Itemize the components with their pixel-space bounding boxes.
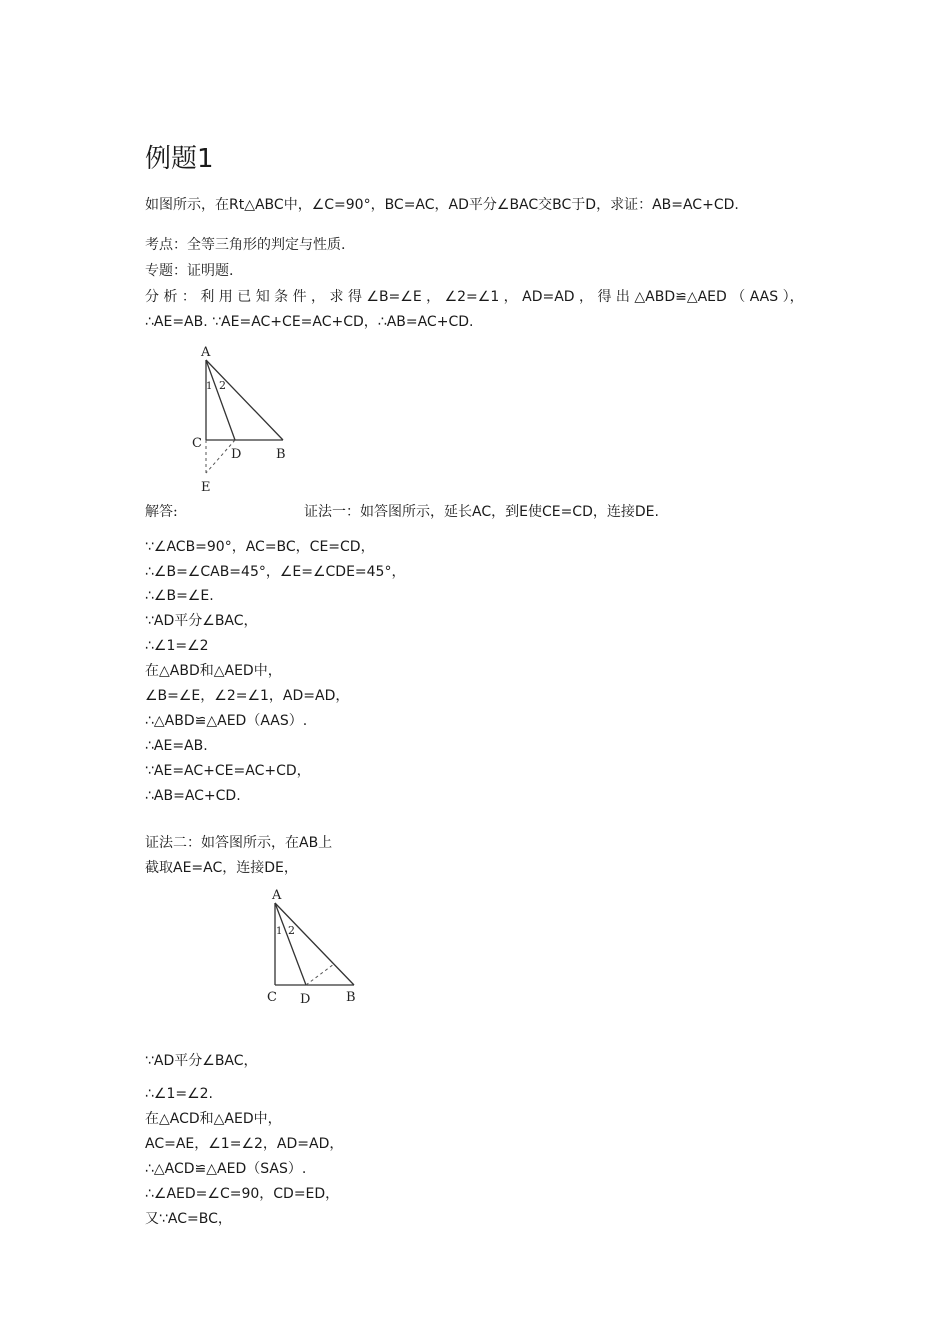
analysis-line-1: 分 析 ： 利 用 已 知 条 件 ， 求 得 ∠B=∠E ， ∠2=∠1 ， AD=AD ， 得 出 △ABD≌△AED （ AAS ）， [145,289,804,305]
method-1-line: 在△ABD和△AED中， [145,663,282,679]
method-1-line: ∴∠B=∠E. [145,588,214,604]
method-1-line: ∵AE=AC+CE=AC+CD， [145,763,311,779]
fig2-label-c: C [267,990,277,1005]
topic: 专题：证明题. [145,263,234,279]
fig1-label-d: D [231,447,242,462]
method-1-line: ∴△ABD≌△AED（AAS）. [145,713,308,729]
fig2-label-d: D [300,992,311,1007]
method-2-line: 在△ACD和△AED中， [145,1111,282,1127]
method-2-line: ∴∠1=∠2. [145,1086,214,1102]
answer-label: 解答: [145,504,178,520]
method-2-line: ∴△ACD≌△AED（SAS）. [145,1161,307,1177]
fig1-angle-1: 1 [206,381,213,392]
fig2-angle-2: 2 [288,924,295,937]
method-2-intro-1: 证法二：如答图所示，在AB上 [145,835,333,851]
method-2-intro-2: 截取AE=AC，连接DE， [145,860,298,876]
method-2-line: ∴∠AED=∠C=90，CD=ED， [145,1186,340,1202]
problem-statement: 如图所示，在Rt△ABC中，∠C=90°，BC=AC，AD平分∠BAC交BC于D，求证：AB=AC+CD. [145,197,739,213]
fig1-label-e: E [201,480,211,495]
fig1-label-c: C [192,436,202,451]
method-1-line: ∵∠ACB=90°，AC=BC，CE=CD， [145,539,375,555]
fig2-angle-1: 1 [276,926,283,937]
fig2-label-a: A [272,888,282,903]
method-1-line: ∵AD平分∠BAC， [145,613,258,629]
method-1-line: ∴∠1=∠2 [145,638,209,654]
test-point: 考点：全等三角形的判定与性质. [145,237,346,253]
method-2-line: 又∵AC=BC， [145,1211,232,1227]
fig1-label-b: B [276,447,286,462]
method-1-line: ∴AE=AB. [145,738,208,754]
fig2-label-b: B [346,990,356,1005]
fig1-label-a: A [201,345,211,360]
figure-2-triangle [255,883,375,1013]
fig1-angle-2: 2 [219,379,226,392]
method-2-line: ∵AD平分∠BAC， [145,1053,258,1069]
method-1-intro: 证法一：如答图所示，延长AC，到E使CE=CD，连接DE. [304,504,659,520]
example-title: 例题1 [145,144,214,174]
analysis-line-2: ∴AE=AB. ∵AE=AC+CE=AC+CD，∴AB=AC+CD. [145,314,474,330]
method-1-line: ∴∠B=∠CAB=45°，∠E=∠CDE=45°， [145,564,406,580]
method-2-line: AC=AE，∠1=∠2，AD=AD， [145,1136,344,1152]
method-1-line: ∠B=∠E，∠2=∠1，AD=AD， [145,688,350,704]
figure-1-triangle [180,340,310,500]
method-1-line: ∴AB=AC+CD. [145,788,241,804]
